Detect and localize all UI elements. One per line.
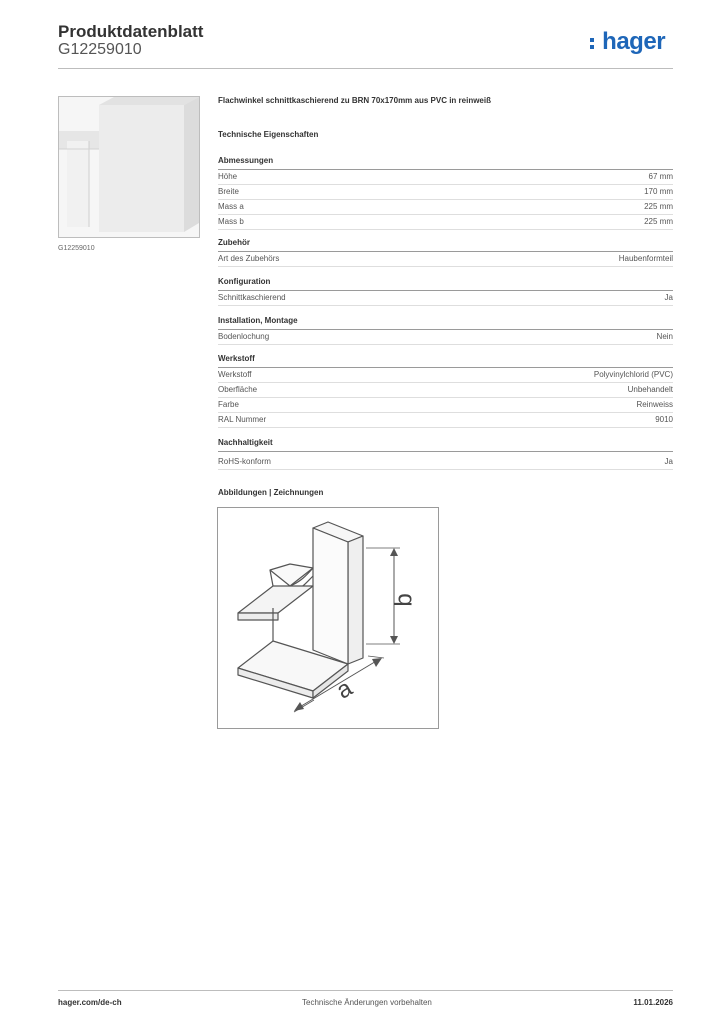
product-image: [58, 96, 200, 238]
technical-drawing: [217, 507, 439, 729]
table-row: [218, 291, 673, 306]
footer-divider: [58, 990, 673, 991]
row-key: Farbe: [218, 400, 239, 409]
row-key: Breite: [218, 187, 239, 196]
table-row: [218, 368, 673, 383]
footer-notice: Technische Änderungen vorbehalten: [302, 998, 432, 1007]
row-value: Reinweiss: [636, 400, 673, 409]
table-row: [218, 383, 673, 398]
group-title-sustainability: Nachhaltigkeit: [218, 438, 673, 452]
row-key: Oberfläche: [218, 385, 258, 394]
table-row: [218, 215, 673, 230]
row-key: RoHS-konform: [218, 457, 271, 466]
article-number: G12259010: [58, 41, 142, 58]
dimension-label-a: a: [331, 674, 357, 705]
row-key: Höhe: [218, 172, 238, 181]
group-title-accessories: Zubehör: [218, 238, 673, 252]
logo-text: hager: [602, 28, 666, 55]
table-row: [218, 455, 673, 470]
row-key: Bodenlochung: [218, 332, 270, 341]
row-value: 67 mm: [648, 172, 673, 181]
row-value: 225 mm: [644, 202, 673, 211]
group-title-material: Werkstoff: [218, 354, 673, 368]
group-title-installation: Installation, Montage: [218, 316, 673, 330]
logo-dots-icon: [590, 28, 602, 55]
row-key: RAL Nummer: [218, 415, 267, 424]
row-key: Art des Zubehörs: [218, 254, 280, 263]
row-value: Nein: [656, 332, 673, 341]
row-value: 225 mm: [644, 217, 673, 226]
row-value: Ja: [664, 293, 673, 302]
page-title: Produktdatenblatt: [58, 22, 204, 41]
row-value: Haubenformteil: [618, 254, 673, 263]
row-value: Unbehandelt: [627, 385, 673, 394]
row-key: Werkstoff: [218, 370, 252, 379]
header-divider: [58, 68, 673, 69]
footer-date: 11.01.2026: [633, 998, 673, 1007]
row-key: Schnittkaschierend: [218, 293, 286, 302]
product-image-caption: G12259010: [58, 245, 95, 252]
technical-properties-heading: Technische Eigenschaften: [218, 130, 319, 139]
table-row: [218, 413, 673, 428]
table-row: [218, 398, 673, 413]
row-value: Ja: [664, 457, 673, 466]
row-value: Polyvinylchlorid (PVC): [593, 370, 673, 379]
table-row: [218, 252, 673, 267]
footer-website-link[interactable]: hager.com/de-ch: [58, 998, 122, 1007]
group-title-configuration: Konfiguration: [218, 277, 673, 291]
table-row: [218, 330, 673, 345]
group-title-dimensions: Abmessungen: [218, 156, 673, 170]
table-row: [218, 200, 673, 215]
table-row: [218, 170, 673, 185]
table-row: [218, 185, 673, 200]
hager-logo[interactable]: [590, 28, 665, 56]
flat-angle-drawing-icon: [218, 508, 438, 728]
product-description: Flachwinkel schnittkaschierend zu BRN 70x170mm aus PVC in reinweiß: [218, 96, 491, 105]
row-value: 9010: [655, 415, 673, 424]
row-key: Mass b: [218, 217, 244, 226]
product-photo-icon: [59, 97, 199, 237]
row-key: Mass a: [218, 202, 244, 211]
dimension-label-b: b: [390, 593, 418, 607]
row-value: 170 mm: [644, 187, 673, 196]
drawings-heading: Abbildungen | Zeichnungen: [218, 488, 324, 497]
